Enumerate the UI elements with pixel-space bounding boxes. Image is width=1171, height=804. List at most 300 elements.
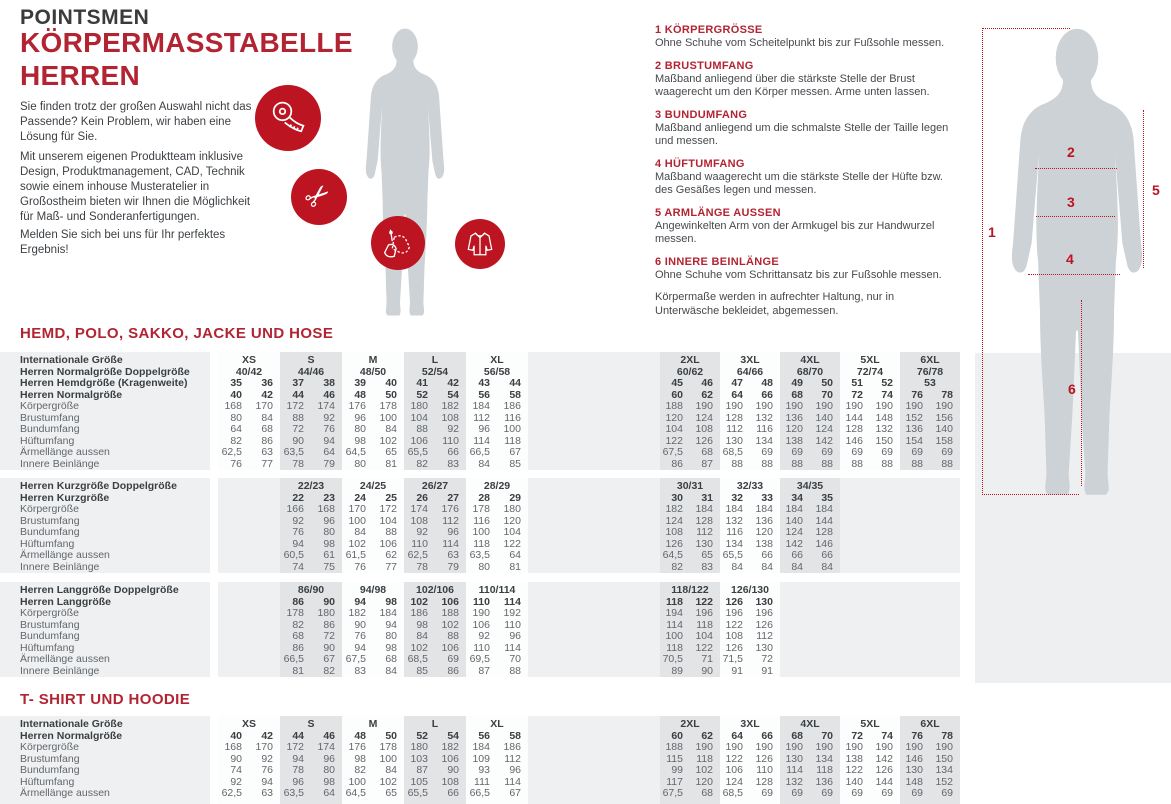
row-label: Bundumfang [20,630,80,642]
size-cell: 118 [666,595,683,608]
table-row [660,424,720,436]
table-row [780,447,840,459]
size-column-34-35 [780,478,840,573]
size-cell: 104 [410,411,428,424]
size-cell: 112 [442,514,459,527]
size-cell: 120 [785,423,803,435]
size-cell: 112 [726,423,743,435]
table-row [404,504,466,516]
size-cell: 74 [230,764,242,776]
size-cell: 190 [905,741,923,753]
size-cell: 142 [815,434,833,447]
size-cell: 58 [509,388,521,401]
table-row [720,631,780,643]
size-cell: 94 [354,641,366,654]
size-cell: 106 [441,641,459,654]
size-cell: 110 [442,434,459,447]
instruction-title: 4 HÜFTUMFANG [655,157,745,170]
size-cell: 106 [441,752,459,765]
size-group-header: 6XL [920,718,940,730]
size-group-header: L [431,718,439,730]
table-row [780,788,840,800]
table-row [466,765,528,777]
size-group-header: XS [241,718,256,730]
table-row [466,424,528,436]
table-row [840,447,900,459]
size-cell: 112 [696,526,713,538]
size-cell: 122 [665,434,683,447]
table-row [780,527,840,539]
row-labels [20,481,177,573]
size-cell: 110 [473,595,490,608]
size-cell: 124 [695,411,713,424]
table1-title: HEMD, POLO, SAKKO, JACKE UND HOSE [20,325,334,342]
size-cell: 124 [785,526,803,538]
size-cell: 114 [666,618,683,631]
size-group-header: 48/50 [359,365,387,378]
size-cell: 109 [472,752,490,765]
size-cell: 82 [354,764,366,776]
size-cell: 56 [478,729,490,742]
table-row [660,562,720,574]
row-label: Herren Normalgröße Doppelgröße [20,365,190,378]
size-cell: 65,5 [407,446,428,458]
row-label: Hüftumfang [20,537,75,550]
size-cell: 65 [385,787,397,799]
size-cell: 140 [785,514,803,527]
size-cell: 81 [292,664,304,677]
size-cell: 172 [286,741,304,753]
table-row [780,550,840,562]
size-cell: 106 [725,764,743,776]
size-cell: 76 [323,423,335,435]
size-cell: 136 [785,411,803,424]
size-cell: 103 [410,752,428,765]
size-cell: 190 [875,741,893,753]
size-cell: 68 [791,388,803,401]
size-cell: 190 [935,400,953,412]
page-title-line1: KÖRPERMASSTABELLE [20,27,353,58]
size-cell: 81 [385,457,397,470]
size-cell: 61 [323,549,335,561]
table-row [660,459,720,471]
size-cell: 176 [348,400,366,412]
table-row [466,608,528,620]
size-cell: 188 [441,607,459,619]
size-cell: 186 [503,741,521,753]
size-cell: 194 [665,607,683,619]
size-cell: 100 [665,630,683,642]
table-row [404,459,466,471]
size-cell: 132 [875,423,893,435]
size-cell: 69 [881,787,893,799]
size-cell: 190 [845,741,863,753]
size-cell: 72 [761,653,773,665]
size-cell: 52 [416,388,428,401]
size-cell: 67,5 [662,787,683,799]
size-cell: 190 [725,400,743,412]
table-row [780,378,840,390]
table-row [404,447,466,459]
row-label: Herren Normalgröße [20,388,123,401]
size-cell: 94 [323,434,335,447]
size-cell: 168 [224,741,242,753]
size-cell: 68,5 [407,653,428,665]
size-cell: 92 [292,514,304,527]
row-label: Bundumfang [20,423,80,435]
size-cell: 152 [935,775,953,788]
size-cell: 130 [755,595,773,608]
size-cell: 86 [292,595,304,608]
size-cell: 40 [230,729,242,742]
size-cell: 120 [755,526,773,538]
size-cell: 170 [348,503,366,515]
row-label: Ärmellänge aussen [20,787,110,799]
table-row [342,631,404,643]
size-cell: 170 [255,741,273,753]
size-cell: 106 [410,434,428,447]
size-cell: 63,5 [283,787,304,799]
scissors-icon [291,169,347,225]
size-cell: 50 [385,388,397,401]
size-cell: 178 [379,741,397,753]
size-group-header: 34/35 [796,480,824,492]
size-cell: 40 [230,388,242,401]
size-cell: 174 [317,400,335,412]
size-cell: 130 [905,764,923,776]
table-row [720,527,780,539]
size-cell: 184 [695,503,713,515]
size-column-30-31 [660,478,720,573]
table-row [720,378,780,390]
table-row [342,401,404,413]
size-column-5XL [840,716,900,804]
size-cell: 33 [761,491,773,504]
row-label: Herren Kurzgröße Doppelgröße [20,480,177,492]
size-cell: 45 [671,377,683,389]
size-cell: 63,5 [469,549,490,561]
size-cell: 88 [509,664,521,677]
size-cell: 120 [503,514,521,527]
size-cell: 114 [504,775,521,788]
size-cell: 82 [416,457,428,470]
size-cell: 126 [875,764,893,776]
size-cell: 190 [815,741,833,753]
size-cell: 26 [416,491,428,504]
size-cell: 63 [261,787,273,799]
size-cell: 88 [447,630,459,642]
table-row [280,608,342,620]
instruction-text: Ohne Schuhe vom Scheitelpunkt bis zur Fußsohle messen. [655,37,945,49]
size-cell: 172 [286,400,304,412]
instruction-item [655,207,957,247]
size-column-26-27 [404,478,466,573]
row-label: Bundumfang [20,764,80,776]
size-cell: 56 [478,388,490,401]
size-cell: 66 [761,549,773,561]
size-cell: 116 [726,526,743,538]
table-row [840,788,900,800]
size-group-header: 56/58 [483,365,511,378]
row-label: Brustumfang [20,752,80,765]
size-cell: 92 [478,630,490,642]
size-cell: 182 [441,741,459,753]
table-row [660,550,720,562]
size-cell: 76 [911,729,923,742]
table-row [720,666,780,678]
table-row [466,562,528,574]
size-cell: 114 [473,434,490,447]
measure-line-4 [1028,274,1120,275]
size-cell: 96 [292,775,304,788]
size-cell: 82 [671,560,683,573]
size-cell: 138 [755,537,773,550]
size-cell: 94 [354,595,366,608]
size-cell: 42 [447,377,459,389]
size-cell: 23 [323,491,335,504]
size-cell: 196 [695,607,713,619]
size-cell: 64,5 [345,787,366,799]
size-cell: 84 [385,764,397,776]
intro-paragraph: Sie finden trotz der großen Auswahl nicht das Passende? Kein Problem, wir haben eine Lösung für Sie. [20,101,252,143]
size-cell: 190 [875,400,893,412]
table-row [342,550,404,562]
size-cell: 40 [385,377,397,389]
table-row [720,424,780,436]
size-cell: 122 [725,752,743,765]
size-cell: 128 [815,526,833,538]
table-row [218,424,280,436]
size-cell: 88 [881,457,893,470]
size-cell: 184 [755,503,773,515]
size-cell: 52 [881,377,893,389]
size-column-2XL [660,352,720,470]
table-row [218,742,280,754]
table-row [342,424,404,436]
size-cell: 126 [695,434,713,447]
size-cell: 93 [478,764,490,776]
size-cell: 106 [379,537,397,550]
size-table-tshirt [0,716,960,804]
instruction-title: 5 ARMLÄNGE AUSSEN [655,206,781,219]
measure-line-6 [1081,300,1082,486]
size-cell: 60 [671,388,683,401]
size-cell: 87 [701,457,713,470]
size-group-header: 5XL [860,354,880,366]
size-cell: 38 [323,377,335,389]
size-cell: 184 [785,503,803,515]
size-cell: 69 [761,787,773,799]
row-label: Hüftumfang [20,775,75,788]
jacket-icon [455,219,505,269]
measuring-tape-icon [255,85,321,151]
size-cell: 184 [472,400,490,412]
table-row [404,608,466,620]
size-cell: 80 [323,764,335,776]
measure-label-2: 2 [1067,144,1075,160]
table-row [404,666,466,678]
size-column-4XL [780,352,840,470]
size-cell: 69 [761,446,773,458]
table-row [780,562,840,574]
row-label: Brustumfang [20,411,80,424]
size-cell: 46 [323,729,335,742]
size-cell: 62 [701,388,713,401]
size-cell: 64 [731,388,743,401]
size-group-header: 64/66 [736,365,764,378]
size-cell: 29 [509,491,521,504]
size-cell: 140 [935,423,953,435]
table-row [720,550,780,562]
size-cell: 190 [785,741,803,753]
row-label: Brustumfang [20,514,80,527]
size-cell: 88 [941,457,953,470]
size-cell: 43 [478,377,490,389]
table-row [218,378,280,390]
size-cell: 98 [354,752,366,765]
size-cell: 112 [504,752,521,765]
size-cell: 176 [348,741,366,753]
size-group-header: S [307,354,315,366]
size-cell: 136 [815,775,833,788]
table-row [720,742,780,754]
size-cell: 69 [911,446,923,458]
size-cell: 79 [323,457,335,470]
scissors-glyph: ✂ [298,175,339,218]
size-cell: 196 [755,607,773,619]
size-column-28-29 [466,478,528,573]
row-label: Hüftumfang [20,641,75,654]
size-cell: 128 [725,411,743,424]
table-row [280,459,342,471]
size-cell: 190 [845,400,863,412]
instruction-text: Ohne Schuhe vom Schrittansatz bis zur Fußsohle messen. [655,268,942,281]
size-cell: 118 [696,752,713,765]
size-group-header: 94/98 [359,584,387,596]
size-cell: 67,5 [345,653,366,665]
size-cell: 53 [924,377,936,389]
size-cell: 190 [785,400,803,412]
size-cell: 82 [292,618,304,631]
size-cell: 54 [447,729,459,742]
size-cell: 71 [701,653,713,665]
size-cell: 124 [665,514,683,527]
size-column-94-98 [342,582,404,677]
size-group-header: L [431,354,439,366]
table-row [280,788,342,800]
size-cell: 110 [756,764,773,776]
table-row [660,401,720,413]
table-row [280,401,342,413]
size-cell: 102 [410,595,428,608]
table-row [660,447,720,459]
size-cell: 126 [725,595,743,608]
table-row [900,742,960,754]
instruction-title: 6 INNERE BEINLÄNGE [655,255,779,268]
size-table-main [0,352,960,470]
size-column-6XL [900,716,960,804]
size-cell: 148 [905,775,923,788]
size-cell: 122 [725,618,743,631]
size-cell: 49 [791,377,803,389]
size-cell: 94 [261,775,273,788]
size-group-header: 32/33 [736,480,764,492]
table-row [900,424,960,436]
size-cell: 77 [385,560,397,573]
measure-label-4: 4 [1066,251,1074,267]
table-row [342,788,404,800]
size-cell: 90 [292,434,304,447]
size-column-3XL [720,352,780,470]
size-cell: 42 [261,729,273,742]
table-row [720,459,780,471]
size-cell: 75 [323,560,335,573]
size-cell: 190 [935,741,953,753]
size-cell: 34 [791,491,803,504]
size-cell: 132 [755,411,773,424]
size-group-header: 3XL [740,718,760,730]
table-row [840,459,900,471]
table-row [660,765,720,777]
row-labels [20,355,190,470]
table-row [660,742,720,754]
size-group-header: 52/54 [421,365,449,378]
size-group-header: 72/74 [856,365,884,378]
size-cell: 128 [755,775,773,788]
size-cell: 69 [821,446,833,458]
size-cell: 69 [881,446,893,458]
size-cell: 106 [441,595,459,608]
size-cell: 188 [665,400,683,412]
size-cell: 88 [791,457,803,470]
size-column-S [280,352,342,470]
size-cell: 46 [323,388,335,401]
size-cell: 92 [416,526,428,538]
size-cell: 110 [411,537,428,550]
size-cell: 174 [410,503,428,515]
size-cell: 62 [385,549,397,561]
size-cell: 168 [317,503,335,515]
size-cell: 36 [261,377,273,389]
table-row [218,401,280,413]
size-cell: 144 [815,514,833,527]
table-row [660,504,720,516]
table-row [404,631,466,643]
instruction-item [655,24,957,51]
size-cell: 98 [385,595,397,608]
row-labels [20,719,123,800]
size-column-XS [218,352,280,470]
size-cell: 182 [665,503,683,515]
size-column-22-23 [280,478,342,573]
table-row [404,654,466,666]
size-cell: 70 [509,653,521,665]
table-row [900,788,960,800]
size-cell: 99 [671,764,683,776]
size-cell: 69,5 [469,653,490,665]
size-cell: 118 [666,641,683,654]
size-cell: 69 [911,787,923,799]
measure-label-5: 5 [1152,182,1160,198]
size-cell: 82 [230,434,242,447]
size-cell: 120 [695,775,713,788]
size-column-6XL [900,352,960,470]
size-cell: 190 [472,607,490,619]
size-cell: 108 [410,514,428,527]
size-cell: 138 [785,434,803,447]
size-group-header: 126/130 [731,584,769,596]
size-cell: 102 [348,537,366,550]
